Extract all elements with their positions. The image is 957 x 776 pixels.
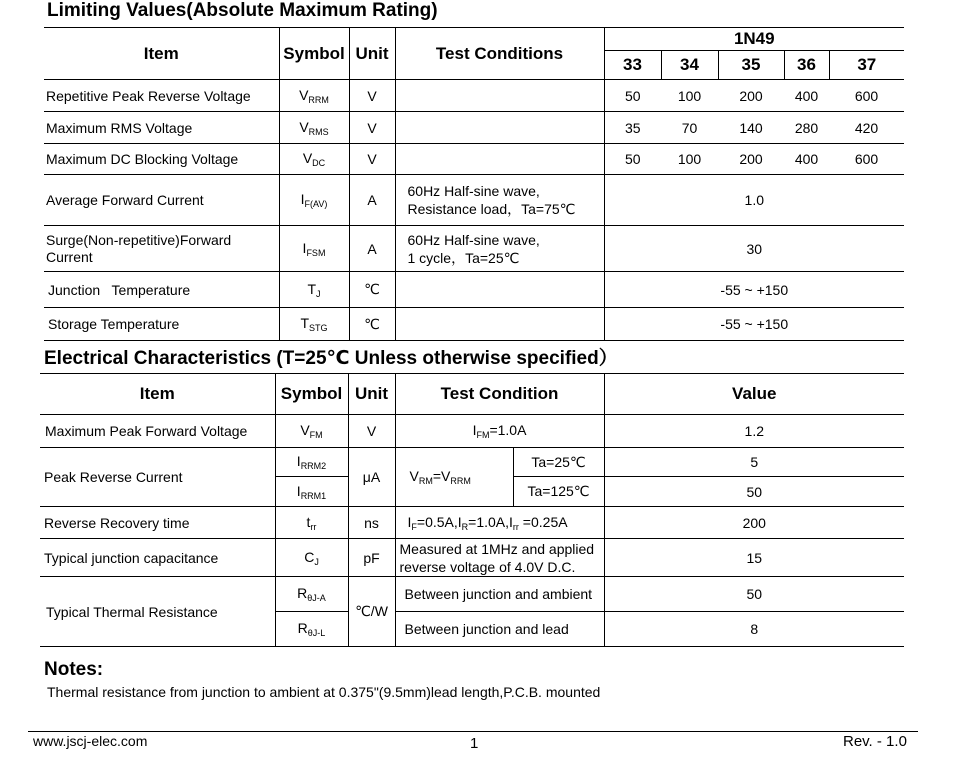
row-value: 15 xyxy=(604,539,904,577)
row-test-condition: Between junction and lead xyxy=(395,612,604,647)
row-value: 100 xyxy=(677,87,702,104)
row-symbol: $C_J$ xyxy=(275,539,348,577)
header-item: Item xyxy=(44,28,279,80)
limiting-values-table xyxy=(44,27,904,341)
row-unit: ℃ xyxy=(349,308,395,341)
row-test-condition xyxy=(395,80,604,112)
row-test-condition xyxy=(395,144,604,175)
header-unit: Unit xyxy=(348,374,395,415)
row-unit: pF xyxy=(348,539,395,577)
row-symbol: $V_{FM}$ xyxy=(275,415,348,448)
row-item: Storage Temperature xyxy=(48,316,180,332)
row-unit: V xyxy=(349,144,395,175)
row-item: Surge(Non-repetitive)Forward Current xyxy=(46,231,232,265)
table-row xyxy=(40,539,904,577)
row-value: 280 xyxy=(794,119,819,136)
footer-page-number: 1 xyxy=(470,735,479,752)
row-symbol: $t_{rr}$ xyxy=(275,507,348,539)
table-row xyxy=(44,226,904,272)
table-row xyxy=(40,448,904,477)
row-symbol: $T_J$ xyxy=(279,272,349,308)
table-row xyxy=(40,577,904,612)
header-model: 37 xyxy=(829,51,904,80)
row-symbol: $R_{\theta J-A}$ xyxy=(275,577,348,612)
electrical-characteristics-title: Electrical Characteristics (T=25℃ Unless otherwise specified） xyxy=(44,348,618,369)
row-unit: V xyxy=(349,112,395,144)
row-test-condition: 60Hz Half-sine wave, Resistance load，Ta=75℃ xyxy=(395,175,604,226)
row-test-condition: $V_{RM}=V_{RRM}$ xyxy=(395,448,513,507)
header-model: 36 xyxy=(784,51,829,80)
row-value: 50 xyxy=(604,477,904,507)
row-symbol: $V_{RRM}$ xyxy=(279,80,349,112)
row-test-condition: 60Hz Half-sine wave, 1 cycle，Ta=25℃ xyxy=(395,226,604,272)
row-value: 600 xyxy=(854,87,879,104)
row-item: Reverse Recovery time xyxy=(44,514,190,531)
row-item: Repetitive Peak Reverse Voltage xyxy=(46,87,251,104)
row-unit: ℃ xyxy=(349,272,395,308)
row-value: 30 xyxy=(604,226,904,272)
row-value: 5 xyxy=(604,448,904,477)
row-value: 400 xyxy=(794,151,819,167)
table-row xyxy=(44,144,904,175)
row-value: 200 xyxy=(604,507,904,539)
row-test-condition: Between junction and ambient xyxy=(395,577,604,612)
electrical-characteristics-table xyxy=(40,373,904,647)
row-unit: A xyxy=(349,226,395,272)
row-condition: Ta=125℃ xyxy=(513,477,604,507)
row-value: 35 xyxy=(604,112,661,144)
header-part-group: 1N49 xyxy=(604,28,904,51)
footer-website: www.jscj-elec.com xyxy=(33,733,148,749)
row-value: -55 ~ +150 xyxy=(604,272,904,308)
row-unit: ns xyxy=(348,507,395,539)
footer-divider xyxy=(28,731,918,732)
row-value: 1.2 xyxy=(604,415,904,448)
row-test-condition: $I_{FM}=1.0A$ xyxy=(395,415,604,448)
row-symbol: $I_{F(AV)}$ xyxy=(279,175,349,226)
header-unit: Unit xyxy=(349,28,395,80)
row-item: Typical junction capacitance xyxy=(44,549,219,566)
row-unit: V xyxy=(349,80,395,112)
row-value: 200 xyxy=(739,87,763,104)
row-symbol: $I_{FSM}$ xyxy=(279,226,349,272)
table-row xyxy=(40,415,904,448)
row-symbol: $R_{\theta J-L}$ xyxy=(275,612,348,647)
row-item: Junction Temperature xyxy=(48,281,191,298)
row-value: 1.0 xyxy=(604,175,904,226)
row-condition: Ta=25℃ xyxy=(513,448,604,477)
header-symbol: Symbol xyxy=(279,28,349,80)
table-row xyxy=(44,308,904,341)
row-item: Maximum Peak Forward Voltage xyxy=(45,423,248,439)
table-row xyxy=(44,272,904,308)
row-value: 600 xyxy=(854,151,879,167)
row-unit: ℃/W xyxy=(348,577,395,647)
header-symbol: Symbol xyxy=(275,374,348,415)
row-value: 200 xyxy=(739,151,763,167)
row-value: 50 xyxy=(604,144,661,175)
header-value: Value xyxy=(604,374,904,415)
row-test-condition xyxy=(395,272,604,308)
row-test-condition: Measured at 1MHz and applied reverse voltage of 4.0V D.C. xyxy=(395,539,604,577)
limiting-values-title: Limiting Values(Absolute Maximum Rating) xyxy=(47,0,438,21)
row-value: 50 xyxy=(604,80,661,112)
row-test-condition: $I_F=0.5A,I_R=1.0A,I_{rr} =0.25A$ xyxy=(395,507,604,539)
row-unit: V xyxy=(348,415,395,448)
row-item: Typical Thermal Resistance xyxy=(40,577,275,647)
header-model: 33 xyxy=(604,51,661,80)
row-item: Average Forward Current xyxy=(46,192,204,208)
notes-text: Thermal resistance from junction to ambient at 0.375"(9.5mm)lead length,P.C.B. mounted xyxy=(47,684,601,700)
header-test-conditions: Test Conditions xyxy=(395,28,604,80)
table-row xyxy=(44,80,904,112)
row-item: Maximum RMS Voltage xyxy=(46,119,193,136)
header-test-condition: Test Condition xyxy=(395,374,604,415)
row-item: Peak Reverse Current xyxy=(40,448,275,507)
row-item: Maximum DC Blocking Voltage xyxy=(46,151,239,167)
row-unit: A xyxy=(349,175,395,226)
row-unit: μA xyxy=(348,448,395,507)
row-symbol: $I_{RRM1}$ xyxy=(275,477,348,507)
footer-revision: Rev. - 1.0 xyxy=(843,733,907,750)
table-row xyxy=(40,507,904,539)
header-item: Item xyxy=(139,384,175,403)
row-symbol: $I_{RRM2}$ xyxy=(275,448,348,477)
row-value: 420 xyxy=(854,119,879,136)
row-value: 100 xyxy=(677,151,702,167)
row-value: 140 xyxy=(739,119,763,136)
row-value: 8 xyxy=(604,612,904,647)
row-test-condition xyxy=(395,112,604,144)
notes-title: Notes: xyxy=(44,659,104,680)
header-model: 35 xyxy=(718,51,784,80)
row-value: 50 xyxy=(604,577,904,612)
row-value: 70 xyxy=(681,119,698,136)
table-row xyxy=(44,112,904,144)
header-model: 34 xyxy=(661,51,718,80)
row-symbol: $V_{RMS}$ xyxy=(279,112,349,144)
row-value: -55 ~ +150 xyxy=(604,308,904,341)
row-test-condition xyxy=(395,308,604,341)
row-value: 400 xyxy=(794,87,819,104)
table-row xyxy=(44,175,904,226)
row-symbol: $T_{STG}$ xyxy=(279,308,349,341)
row-symbol: $V_{DC}$ xyxy=(279,144,349,175)
